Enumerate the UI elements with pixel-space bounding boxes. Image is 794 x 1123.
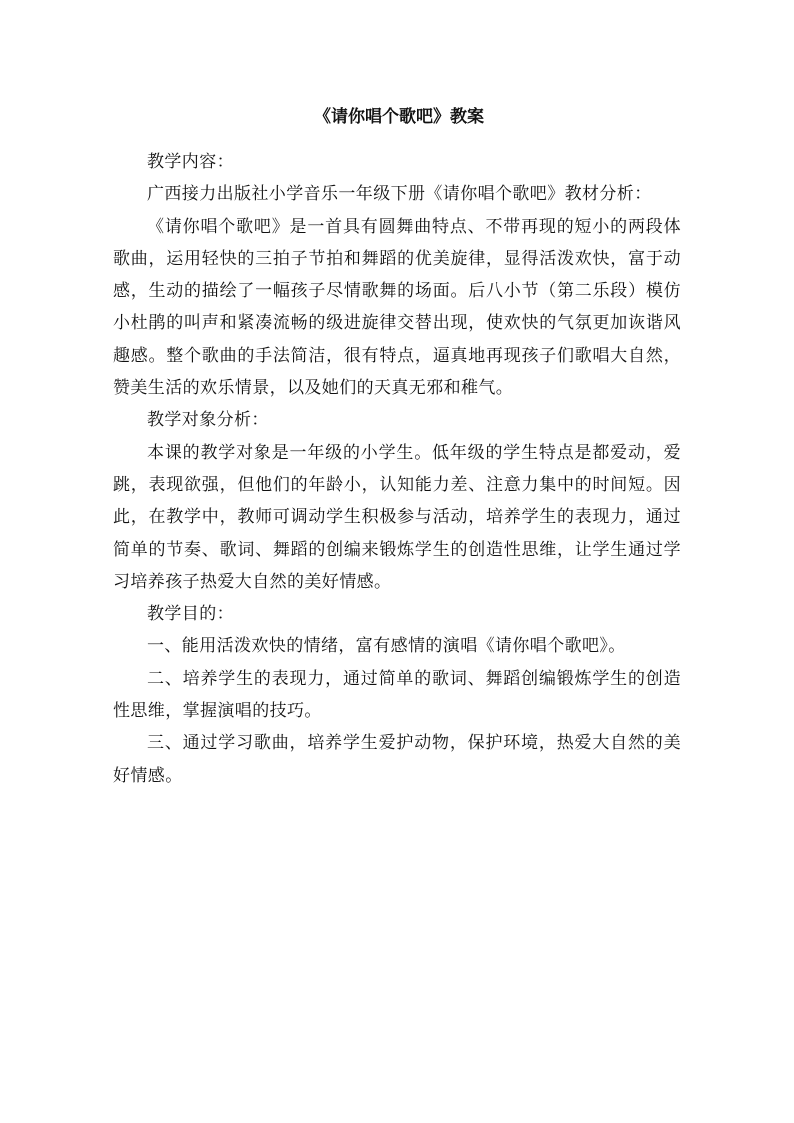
song-analysis: 《请你唱个歌吧》是一首具有圆舞曲特点、不带再现的短小的两段体歌曲，运用轻快的三拍子节拍和舞蹈的优美旋律，显得活泼欢快，富于动感，生动的描绘了一幅孩子尽情歌舞的场面。后八小节（第二乐段）模仿小杜鹃的叫声和紧凑流畅的级进旋律交替出现，使欢快的气氛更加诙谐风趣感。整个歌曲的手法简洁，很有特点，逼真地再现孩子们歌唱大自然，赞美生活的欢乐情景，以及她们的天真无邪和稚气。 [113,216,681,399]
heading-student-analysis: 教学对象分析： [147,410,269,431]
heading-teaching-content: 教学内容： [147,152,234,172]
goal-item-3: 三、通过学习歌曲，培养学生爱护动物，保护环境，热爱大自然的美好情感。 [113,733,681,786]
document-title: 《请你唱个歌吧》教案 [314,107,484,127]
goal-item-2: 二、培养学生的表现力，通过简单的歌词、舞蹈创编锻炼学生的创造性思维，掌握演唱的技巧。 [113,668,681,722]
student-analysis: 本课的教学对象是一年级的小学生。低年级的学生特点是都爱动，爱跳，表现欲强，但他们的年龄小，认知能力差、注意力集中的时间短。因此，在教学中，教师可调动学生积极参与活动，培养学生的表现力，通过简单的节奏、歌词、舞蹈的创编来锻炼学生的创造性思维，让学生通过学习培养孩子热爱大自然的美好情感。 [113,442,681,592]
heading-teaching-goals: 教学目的： [147,604,234,625]
goal-item-1: 一、能用活泼欢快的情绪，富有感情的演唱《请你唱个歌吧》。 [147,636,626,657]
document-page [113,100,681,792]
textbook-source: 广西接力出版社小学音乐一年级下册《请你唱个歌吧》教材分析： [147,184,652,205]
